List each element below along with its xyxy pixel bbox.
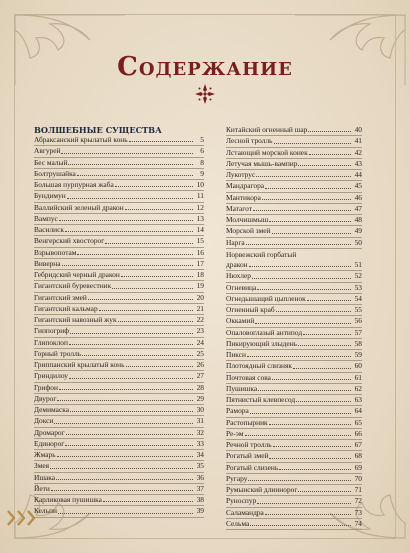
dot-leader xyxy=(252,278,351,279)
toc-entry-title: Венгерский хвосторог xyxy=(34,236,105,246)
toc-entry-page: 12 xyxy=(196,202,204,212)
toc-entry-title: Ре-эм xyxy=(226,428,244,438)
toc-entry-page: 45 xyxy=(354,181,362,191)
toc-entry-page: 51 xyxy=(354,260,362,269)
toc-entry-page: 9 xyxy=(200,168,204,178)
toc-entry-title: Змея xyxy=(34,461,50,471)
toc-entry-title: Румынский длиннорог xyxy=(226,485,298,494)
dot-leader xyxy=(54,423,193,424)
toc-entry-page: 18 xyxy=(196,270,204,279)
toc-entry[interactable] xyxy=(226,226,362,237)
dot-leader xyxy=(68,164,193,165)
toc-entry-page: 63 xyxy=(354,395,362,404)
dot-leader xyxy=(58,513,193,514)
toc-entry-title: дракон xyxy=(226,260,248,269)
toc-entry-title: Взрывопотам xyxy=(34,247,77,257)
toc-entry-title: Гигантский буревестник xyxy=(34,281,112,291)
dot-leader xyxy=(303,334,351,335)
toc-entry-title: Единорог xyxy=(34,438,65,448)
toc-entry[interactable] xyxy=(34,450,204,461)
toc-entry-page: 10 xyxy=(196,180,204,189)
toc-entry[interactable] xyxy=(34,473,204,484)
dot-leader xyxy=(57,456,193,457)
toc-entry-page: 13 xyxy=(196,213,204,223)
toc-entry-page: 22 xyxy=(196,315,204,324)
toc-entry-title: Гигантский навозный жук xyxy=(34,315,117,324)
toc-entry-title: Болтрушайка xyxy=(34,168,76,178)
toc-entry-page: 48 xyxy=(354,215,362,224)
toc-entry-page: 20 xyxy=(196,292,204,302)
toc-entry-title: Докси xyxy=(34,416,54,426)
toc-entry-page: 61 xyxy=(354,372,362,382)
toc-entry-title: Бес малый xyxy=(34,157,68,167)
toc-entry-title: Пикси xyxy=(226,350,246,359)
dot-leader xyxy=(276,311,351,312)
dot-leader xyxy=(112,288,193,289)
toc-entry[interactable] xyxy=(34,383,204,394)
toc-entry-page: 59 xyxy=(354,350,362,359)
dot-leader xyxy=(82,355,193,356)
dot-leader xyxy=(257,503,351,504)
toc-entry-page: 66 xyxy=(354,428,362,438)
dot-leader xyxy=(298,491,351,492)
toc-entry-page: 38 xyxy=(196,495,204,504)
dot-leader xyxy=(255,323,351,324)
dot-leader xyxy=(126,366,194,367)
toc-entry-title: Сельма xyxy=(226,518,250,528)
toc-entry-page: 8 xyxy=(200,157,204,167)
toc-entry-page: 32 xyxy=(196,427,204,437)
toc-entry-page: 23 xyxy=(196,326,204,336)
toc-entry-page: 31 xyxy=(196,416,204,426)
toc-entry-title: Грифон xyxy=(34,382,58,392)
diamond-ornament-icon xyxy=(195,84,215,104)
toc-entry-page: 55 xyxy=(354,305,362,314)
toc-entry-title: Рамора xyxy=(226,406,249,416)
toc-entry-title: Огневица xyxy=(226,282,257,292)
dot-leader xyxy=(274,143,351,144)
toc-entry-page: 39 xyxy=(196,506,204,516)
toc-entry-title: Абраксанский крылатый конь xyxy=(34,135,128,144)
toc-entry-title: Гигантский змей xyxy=(34,292,87,302)
toc-entry-page: 43 xyxy=(354,158,362,168)
dot-leader xyxy=(247,356,351,357)
toc-entry-page: 72 xyxy=(354,496,362,506)
toc-entry-title: Опаловоглазый антипод xyxy=(226,327,303,337)
toc-list-right xyxy=(226,125,362,530)
toc-entry-title: Саламандра xyxy=(226,507,264,517)
dot-leader xyxy=(51,490,193,491)
dot-leader xyxy=(256,176,351,177)
toc-entry-title: Огненный краб xyxy=(226,305,275,314)
toc-entry-title: Руноспур xyxy=(226,496,257,506)
dot-leader xyxy=(115,186,193,187)
toc-entry-page: 37 xyxy=(196,483,204,493)
toc-entry-title: Василиск xyxy=(34,225,64,234)
toc-entry-title: Речной тролль xyxy=(226,440,272,449)
toc-entry-title: Лесной тролль xyxy=(226,136,273,146)
toc-entry[interactable] xyxy=(226,418,362,429)
toc-entry-page: 73 xyxy=(354,507,362,517)
dot-leader xyxy=(296,401,351,402)
toc-entry-title: Нюхлер xyxy=(226,271,251,281)
toc-entry-title: Глипоклоп xyxy=(34,337,68,347)
toc-entry-page: 15 xyxy=(196,236,204,246)
dot-leader xyxy=(293,368,351,369)
dot-leader xyxy=(258,390,351,391)
toc-entry-title: Двурог xyxy=(34,393,57,403)
toc-entry-page: 36 xyxy=(196,472,204,482)
dot-leader xyxy=(253,210,351,211)
dot-leader xyxy=(262,199,351,200)
toc-entry-page: 47 xyxy=(354,203,362,213)
toc-entry[interactable] xyxy=(34,371,204,382)
dot-leader xyxy=(250,525,351,526)
toc-entry-title: Лстающий морской конек xyxy=(226,147,308,157)
toc-entry-title: Рогатый змей xyxy=(226,451,269,461)
toc-entry-title: Гриндилоу xyxy=(34,371,68,381)
toc-entry[interactable] xyxy=(34,439,204,450)
dot-leader xyxy=(118,321,193,322)
toc-entry-title: Морской змей xyxy=(226,226,271,236)
toc-entry-page: 53 xyxy=(354,282,362,292)
toc-entry-title: Пикирующий злыдень xyxy=(226,338,298,348)
toc-column-right xyxy=(226,125,362,530)
dot-leader xyxy=(65,445,193,446)
toc-entry-page: 33 xyxy=(196,438,204,448)
toc-entry-page: 62 xyxy=(354,383,362,393)
toc-entry-title: Китайский огненный шар xyxy=(226,125,308,134)
dot-leader xyxy=(66,434,193,435)
toc-entry-page: 34 xyxy=(196,450,204,459)
toc-entry-page: 70 xyxy=(354,473,362,483)
toc-entry-title: Дромарог xyxy=(34,427,65,437)
toc-entry-title: Летучая мышь-вампир xyxy=(226,158,298,168)
toc-entry-title: Почтовая сова xyxy=(226,372,271,382)
dot-leader xyxy=(129,141,193,142)
toc-entry[interactable] xyxy=(34,506,204,517)
toc-entry-page: 52 xyxy=(354,271,362,281)
dot-leader xyxy=(105,243,193,244)
toc-entry-page: 6 xyxy=(200,146,204,156)
toc-entry-page: 49 xyxy=(354,226,362,236)
dot-leader xyxy=(56,479,193,480)
toc-entry-title: Авгурей xyxy=(34,146,61,156)
toc-entry-page: 24 xyxy=(196,337,204,347)
toc-entry-title: Норвежский горбатый xyxy=(226,249,297,259)
toc-entry-title: Виверна xyxy=(34,258,61,268)
toc-entry[interactable] xyxy=(34,461,204,472)
toc-entry-page: 30 xyxy=(196,405,204,414)
toc-entry-page: 69 xyxy=(354,462,362,472)
toc-entry-title: Валлийский зеленый дракон xyxy=(34,202,124,212)
toc-entry-title: Пушишка xyxy=(226,383,258,393)
toc-entry-page: 29 xyxy=(196,393,204,403)
dot-leader xyxy=(77,254,193,255)
toc-entry-title: Мантикора xyxy=(226,192,261,202)
dot-leader xyxy=(59,220,193,221)
dot-leader xyxy=(103,501,193,502)
dot-leader xyxy=(57,400,193,401)
toc-entry-title: Демимаска xyxy=(34,405,69,414)
toc-entry[interactable] xyxy=(226,238,362,249)
toc-entry-title: Ругару xyxy=(226,473,248,483)
toc-entry-title: Рогатый слизень xyxy=(226,462,279,472)
toc-entry-title: Плотоядный слизняк xyxy=(226,361,292,371)
toc-entry-page: 74 xyxy=(354,518,362,528)
toc-entry-page: 5 xyxy=(200,135,204,144)
page-title: Содержание xyxy=(117,52,293,82)
toc-entry-title: Гиппогриф xyxy=(34,326,70,336)
dot-leader xyxy=(298,165,351,166)
toc-entry-page: 40 xyxy=(354,125,362,134)
dot-leader xyxy=(307,300,351,301)
dot-leader xyxy=(249,266,351,267)
dot-leader xyxy=(88,299,193,300)
toc-entry-page: 65 xyxy=(354,417,362,427)
toc-entry-title: Оккамий xyxy=(226,316,255,326)
toc-entry-title: Нарга xyxy=(226,237,245,247)
dot-leader xyxy=(269,221,351,222)
toc-entry-page: 17 xyxy=(196,258,204,268)
toc-entry-title: Карликовая пушишка xyxy=(34,495,102,504)
toc-column-left xyxy=(34,125,204,518)
dot-leader xyxy=(265,188,351,189)
toc-entry-page: 25 xyxy=(196,348,204,358)
dot-leader xyxy=(50,468,193,469)
toc-entry-page: 54 xyxy=(354,293,362,303)
toc-entry-title: Гебридский черный дракон xyxy=(34,270,120,279)
toc-entry-page: 68 xyxy=(354,451,362,461)
dot-leader xyxy=(257,289,351,290)
toc-entry[interactable] xyxy=(34,495,204,506)
dot-leader xyxy=(273,446,351,447)
dot-leader xyxy=(125,209,193,210)
dot-leader xyxy=(61,153,193,154)
dot-leader xyxy=(59,389,193,390)
toc-entry-page: 50 xyxy=(354,237,362,247)
toc-entry-page: 42 xyxy=(354,147,362,157)
dot-leader xyxy=(298,345,351,346)
toc-entry-title: Растопырник xyxy=(226,417,268,427)
toc-entry-title: Йети xyxy=(34,483,50,493)
dot-leader xyxy=(248,480,351,481)
dot-leader xyxy=(67,198,193,199)
dot-leader xyxy=(269,424,351,425)
dot-leader xyxy=(265,514,351,515)
toc-entry-title: Кельпи xyxy=(34,506,57,516)
dot-leader xyxy=(250,413,351,414)
dot-leader xyxy=(62,265,193,266)
toc-entry[interactable] xyxy=(226,519,362,530)
toc-entry-page: 58 xyxy=(354,338,362,348)
dot-leader xyxy=(121,276,193,277)
toc-entry-title: Матагот xyxy=(226,203,252,213)
toc-entry-title: Вампус xyxy=(34,213,58,223)
dot-leader xyxy=(65,231,193,232)
toc-entry-page: 27 xyxy=(196,371,204,381)
toc-entry-page: 60 xyxy=(354,361,362,371)
toc-entry[interactable] xyxy=(34,203,204,214)
toc-entry-page: 19 xyxy=(196,281,204,291)
toc-entry-title: Жмарь xyxy=(34,450,56,459)
toc-entry-title: Бундимун xyxy=(34,191,66,201)
toc-entry-page: 28 xyxy=(196,382,204,392)
toc-entry-title: Пятнистый клевпесод xyxy=(226,395,296,404)
toc-entry-title: Горный тролль xyxy=(34,348,82,358)
dot-leader xyxy=(272,233,352,234)
toc-entry-title: Ишака xyxy=(34,472,56,482)
toc-entry-page: 41 xyxy=(354,136,362,146)
toc-entry-page: 35 xyxy=(196,461,204,471)
dot-leader xyxy=(246,244,351,245)
toc-entry[interactable] xyxy=(34,405,204,416)
toc-entry-page: 14 xyxy=(196,225,204,234)
section-heading: ВОЛШЕБНЫЕ СУЩЕСТВА xyxy=(34,125,162,135)
dot-leader xyxy=(272,379,351,380)
dot-leader xyxy=(70,411,193,412)
dot-leader xyxy=(309,154,351,155)
dot-leader xyxy=(70,333,193,334)
toc-entry-page: 56 xyxy=(354,316,362,326)
toc-entry-page: 16 xyxy=(196,247,204,257)
toc-entry-title: Молчишмыш xyxy=(226,215,269,224)
toc-entry-title: Мандрагора xyxy=(226,181,265,191)
toc-entry-title: Огнедышащий цыпленок xyxy=(226,293,306,303)
chevron-arrows-icon xyxy=(4,503,44,533)
toc-entry[interactable] xyxy=(226,339,362,350)
toc-entry-page: 71 xyxy=(354,485,362,494)
toc-entry-page: 64 xyxy=(354,406,362,416)
toc-entry-page: 57 xyxy=(354,327,362,337)
toc-entry-page: 44 xyxy=(354,170,362,179)
dot-leader xyxy=(69,344,193,345)
dot-leader xyxy=(269,458,351,459)
dot-leader xyxy=(99,310,193,311)
toc-entry-title: Большая пурпурная жаба xyxy=(34,180,114,189)
dot-leader xyxy=(279,469,351,470)
dot-leader xyxy=(69,378,193,379)
toc-entry-page: 26 xyxy=(196,360,204,369)
dot-leader xyxy=(77,175,193,176)
dot-leader xyxy=(245,435,351,436)
toc-entry-title: Лукотрус xyxy=(226,170,256,179)
toc-entry-page: 67 xyxy=(354,440,362,449)
toc-entry-page: 21 xyxy=(196,303,204,313)
toc-list-left xyxy=(34,135,204,518)
dot-leader xyxy=(308,131,351,132)
toc-entry-title: Гриппанский крылатый конь xyxy=(34,360,125,369)
toc-entry-page: 46 xyxy=(354,192,362,202)
toc-entry-title: Гигантский кальмар xyxy=(34,303,98,313)
toc-entry-page: 11 xyxy=(196,191,204,201)
